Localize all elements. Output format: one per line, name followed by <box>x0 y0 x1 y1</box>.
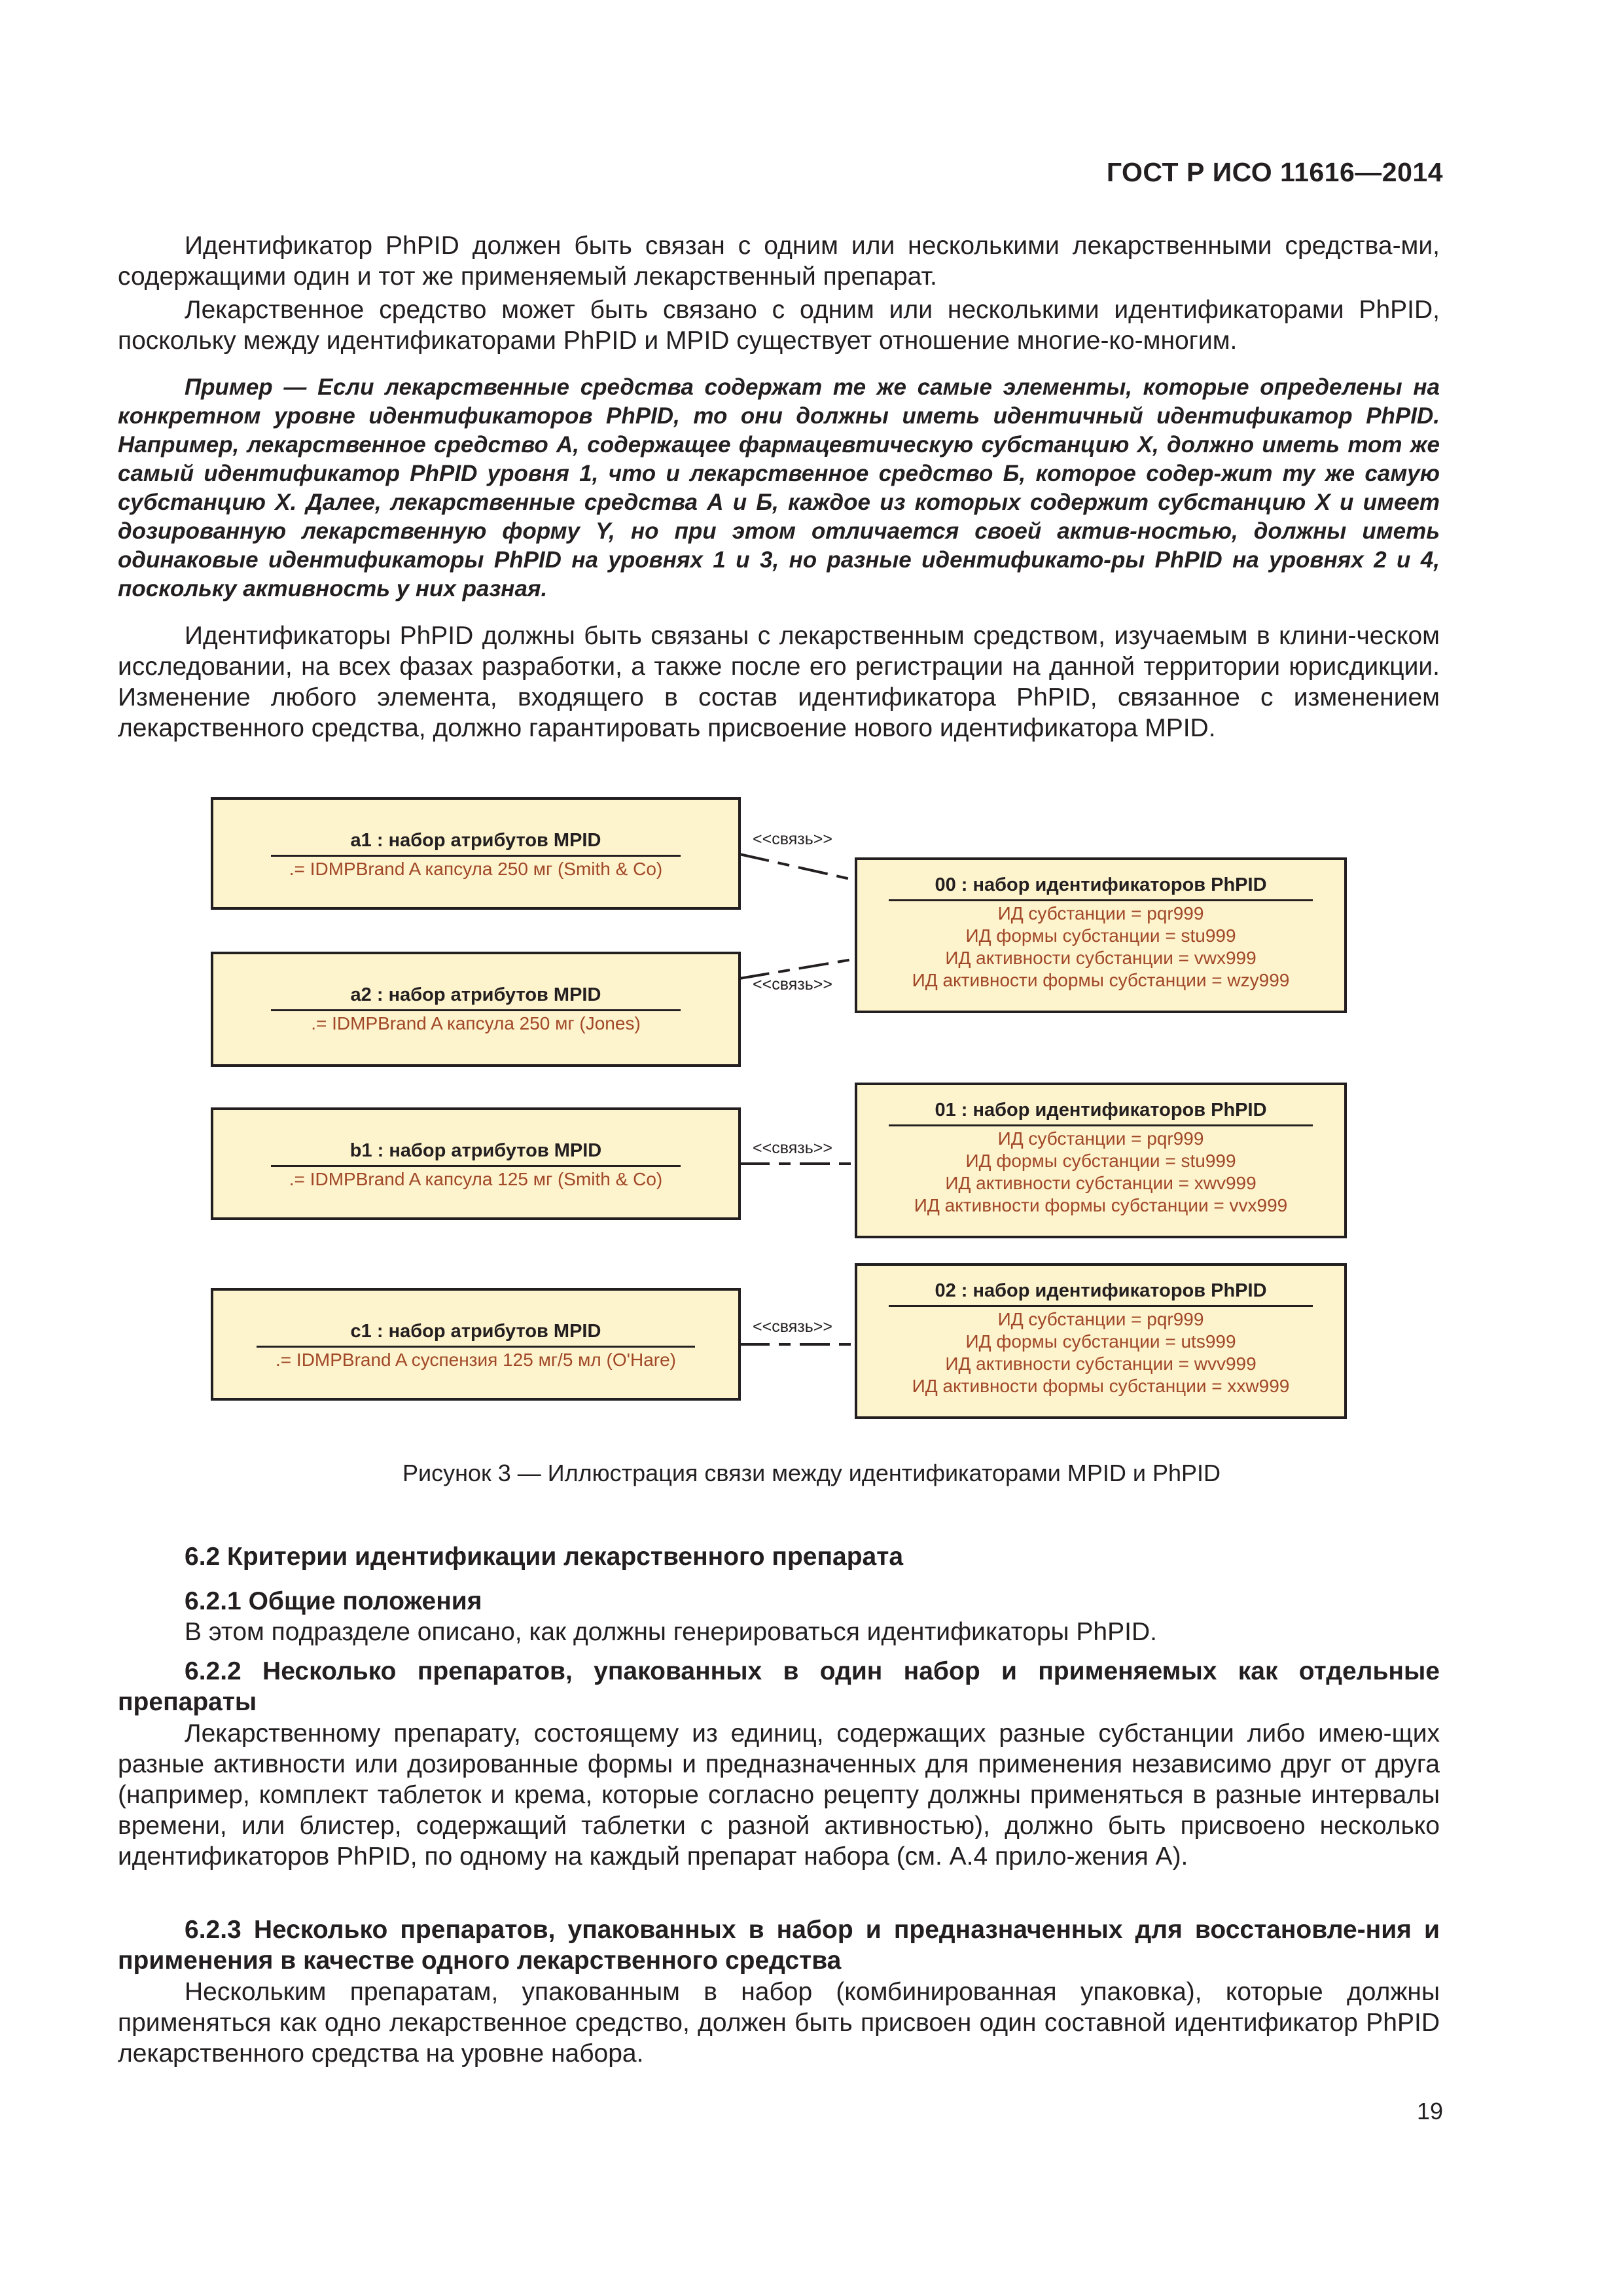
standard-header: ГОСТ Р ИСО 11616—2014 <box>1106 157 1443 187</box>
box-title-rule <box>271 1009 681 1011</box>
phpid-box-line: ИД активности субстанции = xwv999 <box>945 1173 1257 1193</box>
phpid-box-line: ИД активности формы субстанции = vvx999 <box>914 1195 1288 1215</box>
phpid-box-line: ИД активности формы субстанции = xxw999 <box>912 1376 1290 1396</box>
box-title-rule <box>257 1346 695 1348</box>
phpid-box-line: ИД формы субстанции = stu999 <box>965 925 1236 946</box>
paragraph-6-2-2: Лекарственному препарату, состоящему из единиц, содержащих разные субстанции либо имею-щих разные активности или дозированные формы и предназначенных для применения независимо друг от друга (например, комплект таблеток и крема, которые согласно рецепту должны применяться в разные интервалы времени, или блистер, содержащий таблетки с разной активностью), должно быть присвоено несколько идентификаторов PhPID, по одному на каждый препарат набора (см. А.4 прило-жения А). <box>118 1719 1440 1871</box>
link-label-b1: <<связь>> <box>753 1139 832 1157</box>
mpid-box-title: c1 : набор атрибутов MPID <box>350 1321 601 1342</box>
page-number: 19 <box>1416 2098 1443 2125</box>
box-title-rule <box>889 899 1313 901</box>
box-title-rule <box>889 1305 1313 1307</box>
phpid-box-line: ИД активности субстанции = wvv999 <box>945 1354 1257 1374</box>
mpid-box-value: .= IDMPBrand A капсула 250 мг (Jones) <box>311 1013 641 1033</box>
mpid-box-title: a2 : набор атрибутов MPID <box>350 984 601 1005</box>
mpid-box-a1 <box>211 797 741 910</box>
mpid-box-title: b1 : набор атрибутов MPID <box>349 1140 602 1161</box>
phpid-box-line: ИД активности субстанции = vwx999 <box>945 948 1257 968</box>
heading-6-2-1: 6.2.1 Общие положения <box>185 1587 482 1615</box>
box-title-rule <box>271 855 681 857</box>
box-title-rule <box>271 1165 681 1167</box>
heading-6-2-3: 6.2.3 Несколько препаратов, упакованных в набор и предназначенных для восстановле-ния и применения в качестве одного лекарственного средства <box>118 1916 1440 1975</box>
link-label-a1: <<связь>> <box>753 830 832 848</box>
mpid-box-title: a1 : набор атрибутов MPID <box>350 830 601 851</box>
mpid-box-b1 <box>211 1107 741 1220</box>
paragraph-6-2-3: Нескольким препаратам, упакованным в набор (комбинированная упаковка), которые должны применяться как одно лекарственное средство, должен быть присвоен один составной идентификатор PhPID лекарственного средства на уровне набора. <box>118 1978 1440 2068</box>
phpid-box-line: ИД формы субстанции = stu999 <box>965 1151 1236 1171</box>
phpid-box-01 <box>855 1083 1347 1238</box>
heading-6-2-2: 6.2.2 Несколько препаратов, упакованных в один набор и применяемых как отдельные препараты <box>118 1657 1440 1716</box>
phpid-box-title: 02 : набор идентификаторов PhPID <box>935 1280 1267 1301</box>
phpid-box-line: ИД активности формы субстанции = wzy999 <box>912 970 1290 990</box>
paragraph-3: Идентификаторы PhPID должны быть связаны с лекарственным средством, изучаемым в клини-ческом исследовании, на всех фазах разработки, а также после его регистрации на данной территории юрисдикции. Изменение любого элемента, входящего в состав идентификатора PhPID, связанное с изменением лекарственного средства, должно гарантировать присвоение нового идентификатора MPID. <box>118 622 1440 742</box>
mpid-box-value: .= IDMPBrand A суспензия 125 мг/5 мл (O'Hare) <box>276 1350 676 1370</box>
paragraph-6-2-1: В этом подразделе описано, как должны генерироваться идентификаторы PhPID. <box>185 1618 1157 1646</box>
paragraph-1: Идентификатор PhPID должен быть связан с одним или несколькими лекарственными средства-ми, содержащими один и тот же применяемый лекарственный препарат. <box>118 232 1440 291</box>
box-title-rule <box>889 1124 1313 1126</box>
mpid-box-value: .= IDMPBrand A капсула 250 мг (Smith & Co) <box>289 859 663 879</box>
example-paragraph: Пример — Если лекарственные средства содержат те же самые элементы, которые определены на конкретном уровне идентификаторов PhPID, то они должны иметь идентичный идентификатор PhPID. Например, лекарственное средство А, содержащее фармацевтическую субстанцию X, должно иметь тот же самый идентификатор PhPID уровня 1, что и лекарственное средство Б, которое содер-жит ту же самую субстанцию X. Далее, лекарственные средства А и Б, каждое из которых содержит субстанцию X и имеет дозированную лекарственную форму Y, но при этом отличается своей актив-ностью, должны иметь одинаковые идентификаторы PhPID на уровнях 1 и 3, но разные идентификато-ры PhPID на уровнях 2 и 4, поскольку активность у них разная. <box>118 374 1440 601</box>
phpid-box-00 <box>855 857 1347 1013</box>
phpid-box-02 <box>855 1263 1347 1419</box>
phpid-box-line: ИД субстанции = pqr999 <box>997 1309 1204 1329</box>
phpid-box-title: 00 : набор идентификаторов PhPID <box>935 874 1267 895</box>
phpid-box-line: ИД субстанции = pqr999 <box>997 903 1204 924</box>
paragraph-2: Лекарственное средство может быть связано с одним или несколькими идентификаторами PhPID, поскольку между идентификаторами PhPID и MPID существует отношение многие-ко-многим. <box>118 296 1440 355</box>
link-label-a2: <<связь>> <box>753 975 832 994</box>
mpid-box-a2 <box>211 952 741 1067</box>
figure-caption: Рисунок 3 — Иллюстрация связи между идентификаторами MPID и PhPID <box>402 1460 1221 1486</box>
heading-6-2: 6.2 Критерии идентификации лекарственного препарата <box>185 1543 904 1571</box>
phpid-box-title: 01 : набор идентификаторов PhPID <box>935 1100 1267 1121</box>
phpid-box-line: ИД формы субстанции = uts999 <box>965 1331 1236 1352</box>
mpid-box-value: .= IDMPBrand A капсула 125 мг (Smith & Co) <box>289 1169 663 1189</box>
mpid-box-c1 <box>211 1288 741 1401</box>
link-a1-00 <box>740 854 856 880</box>
link-label-c1: <<связь>> <box>753 1318 832 1336</box>
phpid-box-line: ИД субстанции = pqr999 <box>997 1128 1204 1149</box>
